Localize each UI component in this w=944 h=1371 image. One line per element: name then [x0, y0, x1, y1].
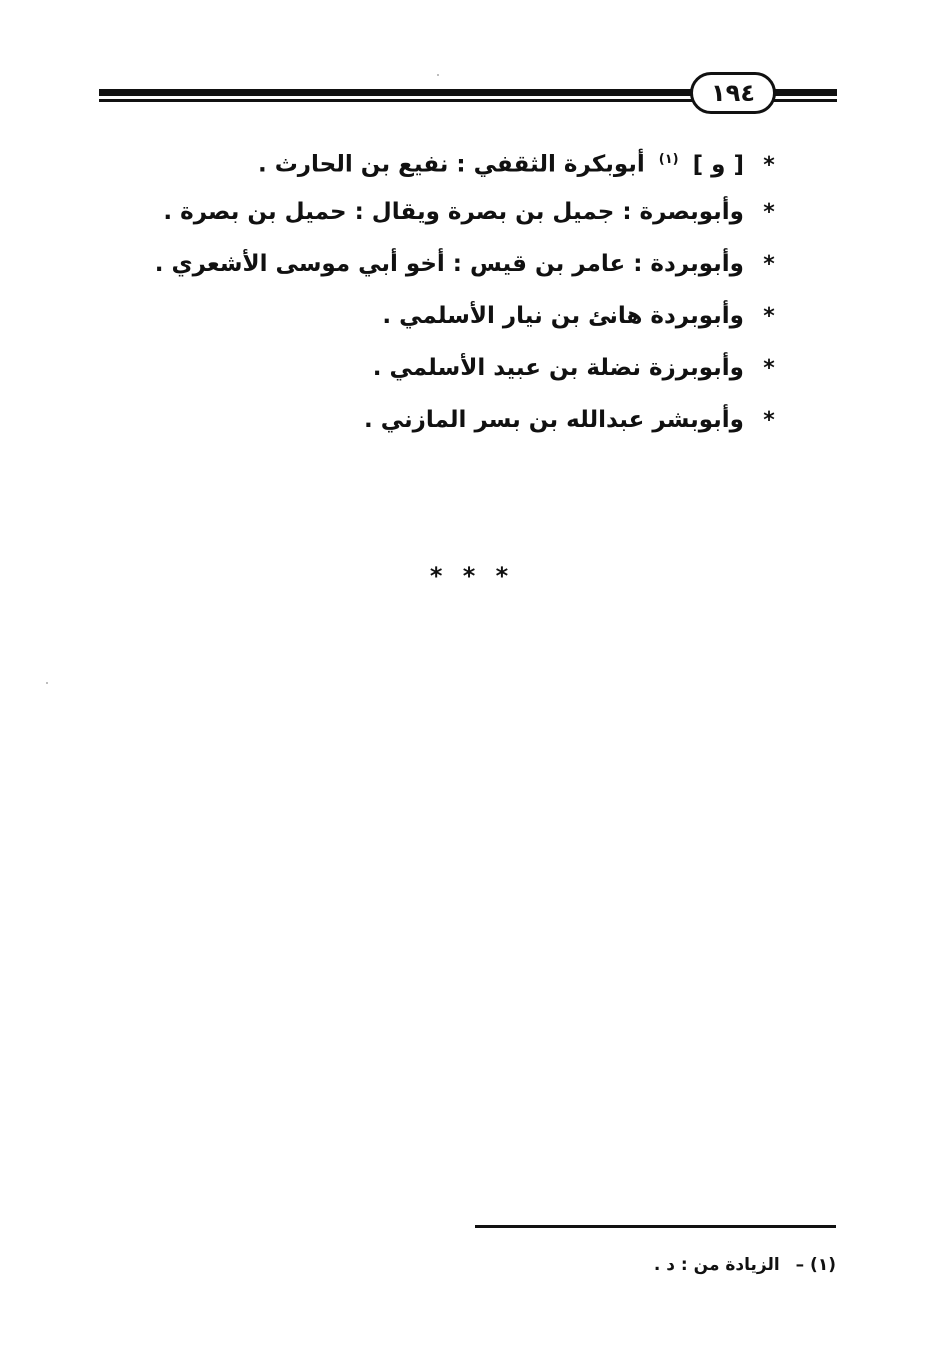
list-item [163, 192, 786, 244]
section-separator: * * * [429, 562, 515, 590]
scan-speck [46, 682, 48, 684]
footnote-marker: (١) – [795, 1255, 836, 1275]
footnote-divider [475, 1225, 836, 1228]
entry-text: وأبوبشر عبدالله بن بسر المازني . [363, 407, 744, 433]
list-item [186, 348, 786, 400]
entry-text: أبوبكرة الثقفي : نفيع بن الحارث . [257, 151, 645, 178]
footnote-reference: (١) [658, 152, 679, 167]
scan-speck [437, 74, 439, 76]
list-item [186, 296, 786, 348]
entry-text: وأبوبردة : عامر بن قيس : أخو أبي موسى الأشعري . [154, 251, 744, 277]
entry-text: وأبوبرزة نضلة بن عبيد الأسلمي . [372, 355, 744, 381]
bullet-marker: * [763, 356, 775, 381]
list-item [186, 400, 786, 452]
bracket-addition: [ و ] [692, 151, 744, 178]
footnote [654, 1255, 836, 1275]
footnote-text: الزيادة من : د . [653, 1255, 780, 1275]
list-item [186, 140, 786, 192]
entry-list [154, 140, 786, 452]
entry-text: وأبوبردة هانئ بن نيار الأسلمي . [382, 303, 744, 329]
bullet-marker: * [763, 152, 775, 178]
list-item [154, 244, 786, 296]
page-number: ١٩٤ [690, 72, 776, 114]
bullet-marker: * [763, 200, 775, 225]
bullet-marker: * [763, 304, 775, 329]
entry-text: وأبوبصرة : جميل بن بصرة ويقال : حميل بن بصرة . [163, 199, 744, 225]
bullet-marker: * [763, 408, 775, 433]
bullet-marker: * [763, 252, 775, 277]
